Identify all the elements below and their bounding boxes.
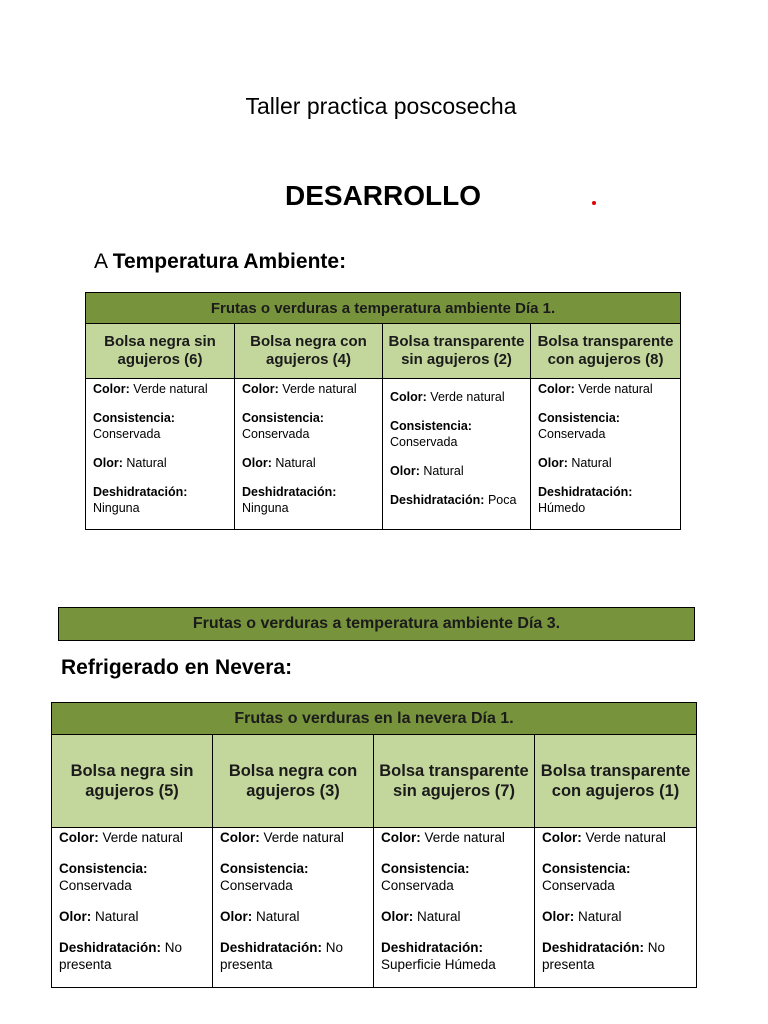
consistencia-value: Conservada [220,878,293,893]
deshidratacion-entry [390,492,524,508]
consistencia-entry [542,860,690,894]
consistencia-entry [220,860,367,894]
color-entry [59,829,206,846]
consistencia-value: Conservada [242,427,310,441]
deshidratacion-entry [538,484,674,516]
color-value: Verde natural [133,382,208,396]
table-caption: Frutas o verduras a temperatura ambiente Día 1. [86,293,681,324]
deshidratacion-label: Deshidratación: [538,485,633,499]
deshidratacion-entry [93,484,228,516]
column-header: Bolsa negra con agujeros (4) [235,324,383,379]
color-entry [220,829,367,846]
olor-entry [381,908,528,925]
table-cell [374,828,535,988]
olor-entry [93,455,228,471]
olor-label: Olor: [390,464,420,478]
color-label: Color: [59,830,99,845]
deshidratacion-value: Ninguna [242,501,289,515]
deshidratacion-label: Deshidratación: [242,485,337,499]
consistencia-entry [59,860,206,894]
color-value: Verde natural [578,382,653,396]
deshidratacion-entry [59,939,206,973]
deshidratacion-value: Ninguna [93,501,140,515]
column-header: Bolsa transparente con agujeros (1) [535,735,697,828]
color-value: Verde natural [102,830,183,845]
color-value: Verde natural [282,382,357,396]
consistencia-value: Conservada [381,878,454,893]
olor-value: Natural [423,464,464,478]
olor-value: Natural [417,909,461,924]
deshidratacion-value: Húmedo [538,501,586,515]
color-value: Verde natural [263,830,344,845]
consistencia-label: Consistencia: [381,861,470,876]
olor-entry [390,463,524,479]
olor-label: Olor: [220,909,253,924]
consistencia-label: Consistencia: [93,411,175,425]
consistencia-label: Consistencia: [390,419,472,433]
section-heading-ambient [94,250,346,274]
consistencia-value: Conservada [538,427,606,441]
color-entry [538,381,674,397]
color-label: Color: [220,830,260,845]
olor-value: Natural [578,909,622,924]
column-header: Bolsa negra sin agujeros (6) [86,324,235,379]
color-entry [381,829,528,846]
olor-value: Natural [571,456,612,470]
color-value: Verde natural [424,830,505,845]
deshidratacion-entry [381,939,528,973]
red-dot-mark [592,201,596,205]
section-heading-prefix: A [94,250,113,273]
color-label: Color: [390,390,427,404]
deshidratacion-label: Deshidratación: [93,485,188,499]
table-caption: Frutas o verduras en la nevera Día 1. [52,703,697,735]
deshidratacion-entry [220,939,367,973]
deshidratacion-value: No presenta [220,940,344,972]
deshidratacion-label: Deshidratación: [542,940,645,955]
deshidratacion-value: No presenta [59,940,183,972]
column-header: Bolsa negra sin agujeros (5) [52,735,213,828]
column-header: Bolsa transparente sin agujeros (2) [383,324,531,379]
deshidratacion-label: Deshidratación: [390,493,485,507]
deshidratacion-entry [242,484,376,516]
color-label: Color: [381,830,421,845]
deshidratacion-value: Poca [487,493,517,507]
consistencia-entry [538,410,674,442]
table-cell [52,828,213,988]
table-cell [383,379,531,530]
olor-label: Olor: [93,456,123,470]
column-header: Bolsa transparente sin agujeros (7) [374,735,535,828]
olor-entry [542,908,690,925]
deshidratacion-label: Deshidratación: [381,940,484,955]
color-entry [93,381,228,397]
section-heading-fridge: Refrigerado en Nevera: [61,656,293,679]
olor-label: Olor: [242,456,272,470]
olor-label: Olor: [381,909,414,924]
color-value: Verde natural [430,390,505,404]
consistencia-entry [93,410,228,442]
color-label: Color: [542,830,582,845]
document-title: Taller practica poscosecha [245,93,517,119]
consistencia-label: Consistencia: [542,861,631,876]
column-header: Bolsa negra con agujeros (3) [213,735,374,828]
olor-label: Olor: [542,909,575,924]
olor-value: Natural [256,909,300,924]
consistencia-label: Consistencia: [59,861,148,876]
section-heading-title: Temperatura Ambiente: [112,250,347,273]
table-cell [235,379,383,530]
color-label: Color: [538,382,575,396]
table-cell [535,828,697,988]
table-cell [531,379,681,530]
table-cell [86,379,235,530]
color-entry [242,381,376,397]
deshidratacion-value: No presenta [542,940,666,972]
table-cell [213,828,374,988]
table-ambient-day1 [85,292,681,530]
olor-entry [220,908,367,925]
consistencia-entry [390,418,524,450]
table-caption: Frutas o verduras a temperatura ambiente Día 3. [59,608,695,641]
consistencia-label: Consistencia: [538,411,620,425]
olor-value: Natural [126,456,167,470]
consistencia-value: Conservada [59,878,132,893]
table-ambient-day3 [58,607,695,641]
olor-value: Natural [275,456,316,470]
consistencia-label: Consistencia: [242,411,324,425]
deshidratacion-label: Deshidratación: [59,940,162,955]
color-entry [390,389,524,405]
color-label: Color: [93,382,130,396]
olor-value: Natural [95,909,139,924]
consistencia-value: Conservada [390,435,458,449]
color-entry [542,829,690,846]
consistencia-value: Conservada [93,427,161,441]
consistencia-entry [242,410,376,442]
color-value: Verde natural [585,830,666,845]
color-label: Color: [242,382,279,396]
document-heading: DESARROLLO [285,180,481,211]
deshidratacion-label: Deshidratación: [220,940,323,955]
consistencia-entry [381,860,528,894]
olor-entry [538,455,674,471]
olor-label: Olor: [538,456,568,470]
table-fridge-day1 [51,702,697,988]
deshidratacion-entry [542,939,690,973]
consistencia-value: Conservada [542,878,615,893]
olor-entry [242,455,376,471]
deshidratacion-value: Superficie Húmeda [381,957,496,972]
olor-label: Olor: [59,909,92,924]
consistencia-label: Consistencia: [220,861,309,876]
column-header: Bolsa transparente con agujeros (8) [531,324,681,379]
olor-entry [59,908,206,925]
